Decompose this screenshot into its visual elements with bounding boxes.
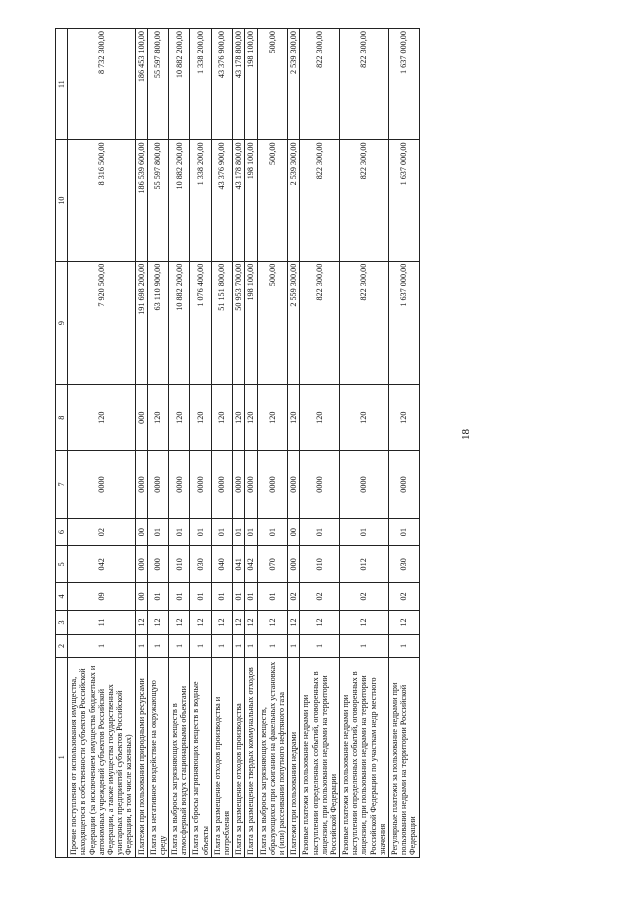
code-cell: 12 xyxy=(288,610,300,635)
code-cell: 030 xyxy=(190,546,211,583)
code-cell: 01 xyxy=(147,519,168,546)
amount-cell: 198 100,00 xyxy=(245,29,257,140)
column-number-2: 2 xyxy=(56,635,68,657)
code-cell: 11 xyxy=(68,610,135,635)
revenue-name-cell: Плата за сбросы загрязняющих веществ в водные объекты xyxy=(190,657,211,857)
table-row xyxy=(211,29,232,858)
code-cell: 01 xyxy=(233,583,245,610)
code-cell: 0000 xyxy=(288,450,300,518)
amount-cell: 500,00 xyxy=(257,261,288,385)
code-cell: 0000 xyxy=(245,450,257,518)
code-cell: 000 xyxy=(135,385,147,451)
code-cell: 09 xyxy=(68,583,135,610)
table-row xyxy=(169,29,190,858)
amount-cell: 822 300,00 xyxy=(340,261,389,385)
amount-cell: 2 539 300,00 xyxy=(288,29,300,140)
amount-cell: 2 559 300,00 xyxy=(288,261,300,385)
code-cell: 042 xyxy=(68,546,135,583)
code-cell: 0000 xyxy=(190,450,211,518)
code-cell: 0000 xyxy=(169,450,190,518)
amount-cell: 1 637 000,00 xyxy=(389,140,420,261)
amount-cell: 10 882 200,00 xyxy=(169,29,190,140)
amount-cell: 8 316 500,00 xyxy=(68,140,135,261)
column-number-6: 6 xyxy=(56,519,68,546)
amount-cell: 1 076 400,00 xyxy=(190,261,211,385)
table-row xyxy=(300,29,340,858)
code-cell: 00 xyxy=(135,519,147,546)
column-number-5: 5 xyxy=(56,546,68,583)
code-cell: 0000 xyxy=(389,450,420,518)
revenue-name-cell: Прочие поступления от использования имущества, находящегося в собственности субъектов Российской Федерации (за исключением имущества бюджетных и автономных учреждений субъектов Российской Федерации, а также имущества государственных унитарных предприятий субъектов Российской Федерации, в том числе казенных) xyxy=(68,657,135,857)
table-row xyxy=(190,29,211,858)
code-cell: 01 xyxy=(233,519,245,546)
column-number-10: 10 xyxy=(56,140,68,261)
code-cell: 1 xyxy=(169,635,190,657)
code-cell: 01 xyxy=(257,583,288,610)
code-cell: 00 xyxy=(288,519,300,546)
code-cell: 12 xyxy=(169,610,190,635)
code-cell: 12 xyxy=(211,610,232,635)
code-cell: 120 xyxy=(288,385,300,451)
revenue-name-cell: Плата за негативное воздействие на окружающую среду xyxy=(147,657,168,857)
revenue-name-cell: Плата за размещение твердых коммунальных отходов xyxy=(245,657,257,857)
column-number-7: 7 xyxy=(56,450,68,518)
code-cell: 010 xyxy=(300,546,340,583)
code-cell: 1 xyxy=(147,635,168,657)
code-cell: 01 xyxy=(169,519,190,546)
page-number: 18 xyxy=(460,429,472,440)
code-cell: 042 xyxy=(245,546,257,583)
code-cell: 1 xyxy=(340,635,389,657)
code-cell: 01 xyxy=(190,519,211,546)
code-cell: 0000 xyxy=(68,450,135,518)
code-cell: 01 xyxy=(340,519,389,546)
code-cell: 120 xyxy=(245,385,257,451)
revenue-name-cell: Плата за размещение отходов производства и потребления xyxy=(211,657,232,857)
code-cell: 01 xyxy=(245,583,257,610)
amount-cell: 500,00 xyxy=(257,29,288,140)
code-cell: 12 xyxy=(245,610,257,635)
revenue-name-cell: Плата за выбросы загрязняющих веществ в атмосферный воздух стационарными объектами xyxy=(169,657,190,857)
amount-cell: 822 300,00 xyxy=(300,261,340,385)
code-cell: 120 xyxy=(300,385,340,451)
amount-cell: 43 376 900,00 xyxy=(211,29,232,140)
code-cell: 1 xyxy=(211,635,232,657)
code-cell: 0000 xyxy=(135,450,147,518)
code-cell: 01 xyxy=(169,583,190,610)
amount-cell: 63 110 900,00 xyxy=(147,261,168,385)
code-cell: 1 xyxy=(245,635,257,657)
amount-cell: 43 376 900,00 xyxy=(211,140,232,261)
code-cell: 120 xyxy=(68,385,135,451)
code-cell: 1 xyxy=(68,635,135,657)
table-row xyxy=(389,29,420,858)
code-cell: 12 xyxy=(389,610,420,635)
code-cell: 01 xyxy=(147,583,168,610)
code-cell: 120 xyxy=(169,385,190,451)
table-row xyxy=(257,29,288,858)
code-cell: 0000 xyxy=(211,450,232,518)
code-cell: 0000 xyxy=(300,450,340,518)
column-number-9: 9 xyxy=(56,261,68,385)
code-cell: 01 xyxy=(389,519,420,546)
table-row xyxy=(68,29,135,858)
amount-cell: 8 732 300,00 xyxy=(68,29,135,140)
column-number-11: 11 xyxy=(56,29,68,140)
amount-cell: 822 300,00 xyxy=(300,29,340,140)
amount-cell: 822 300,00 xyxy=(340,140,389,261)
code-cell: 1 xyxy=(190,635,211,657)
column-number-8: 8 xyxy=(56,385,68,451)
code-cell: 040 xyxy=(211,546,232,583)
revenue-name-cell: Платежи при пользовании недрами xyxy=(288,657,300,857)
amount-cell: 51 151 800,00 xyxy=(211,261,232,385)
code-cell: 12 xyxy=(340,610,389,635)
code-cell: 1 xyxy=(257,635,288,657)
code-cell: 1 xyxy=(233,635,245,657)
amount-cell: 822 300,00 xyxy=(300,140,340,261)
code-cell: 041 xyxy=(233,546,245,583)
amount-cell: 1 338 200,00 xyxy=(190,29,211,140)
amount-cell: 1 637 000,00 xyxy=(389,29,420,140)
code-cell: 1 xyxy=(389,635,420,657)
amount-cell: 43 178 800,00 xyxy=(233,29,245,140)
code-cell: 02 xyxy=(288,583,300,610)
table-row xyxy=(135,29,147,858)
code-cell: 12 xyxy=(257,610,288,635)
code-cell: 12 xyxy=(135,610,147,635)
code-cell: 02 xyxy=(340,583,389,610)
amount-cell: 55 597 800,00 xyxy=(147,29,168,140)
code-cell: 120 xyxy=(257,385,288,451)
code-cell: 0000 xyxy=(257,450,288,518)
revenue-name-cell: Плата за размещение отходов производства xyxy=(233,657,245,857)
table-row xyxy=(288,29,300,858)
amount-cell: 198 100,00 xyxy=(245,261,257,385)
revenue-name-cell: Плата за выбросы загрязняющих веществ, образующихся при сжигании на факельных установках и (или) рассеивании попутного нефтяного газа xyxy=(257,657,288,857)
code-cell: 1 xyxy=(288,635,300,657)
column-number-1: 1 xyxy=(56,657,68,857)
code-cell: 0000 xyxy=(340,450,389,518)
amount-cell: 1 637 000,00 xyxy=(389,261,420,385)
table-body xyxy=(68,29,419,858)
code-cell: 000 xyxy=(147,546,168,583)
code-cell: 012 xyxy=(340,546,389,583)
code-cell: 120 xyxy=(340,385,389,451)
code-cell: 1 xyxy=(300,635,340,657)
code-cell: 0000 xyxy=(147,450,168,518)
column-number-header-row xyxy=(56,29,68,858)
table-row xyxy=(245,29,257,858)
code-cell: 01 xyxy=(211,519,232,546)
code-cell: 02 xyxy=(389,583,420,610)
code-cell: 120 xyxy=(211,385,232,451)
amount-cell: 1 338 200,00 xyxy=(190,140,211,261)
code-cell: 01 xyxy=(190,583,211,610)
code-cell: 12 xyxy=(190,610,211,635)
amount-cell: 191 698 200,00 xyxy=(135,261,147,385)
code-cell: 12 xyxy=(233,610,245,635)
code-cell: 010 xyxy=(169,546,190,583)
budget-revenue-table xyxy=(55,28,420,858)
amount-cell: 55 597 800,00 xyxy=(147,140,168,261)
code-cell: 120 xyxy=(233,385,245,451)
amount-cell: 198 100,00 xyxy=(245,140,257,261)
code-cell: 00 xyxy=(135,583,147,610)
code-cell: 02 xyxy=(300,583,340,610)
code-cell: 120 xyxy=(389,385,420,451)
code-cell: 12 xyxy=(300,610,340,635)
code-cell: 000 xyxy=(288,546,300,583)
amount-cell: 500,00 xyxy=(257,140,288,261)
revenue-name-cell: Платежи при пользовании природными ресурсами xyxy=(135,657,147,857)
code-cell: 01 xyxy=(257,519,288,546)
amount-cell: 186 453 100,00 xyxy=(135,29,147,140)
column-number-3: 3 xyxy=(56,610,68,635)
amount-cell: 186 539 600,00 xyxy=(135,140,147,261)
amount-cell: 822 300,00 xyxy=(340,29,389,140)
table-row xyxy=(147,29,168,858)
revenue-name-cell: Регулярные платежи за пользование недрами при пользовании недрами на территории Российской Федерации xyxy=(389,657,420,857)
code-cell: 01 xyxy=(245,519,257,546)
table-row xyxy=(233,29,245,858)
code-cell: 01 xyxy=(211,583,232,610)
amount-cell: 10 882 200,00 xyxy=(169,140,190,261)
code-cell: 01 xyxy=(300,519,340,546)
amount-cell: 43 178 800,00 xyxy=(233,140,245,261)
amount-cell: 2 539 300,00 xyxy=(288,140,300,261)
code-cell: 02 xyxy=(68,519,135,546)
amount-cell: 10 882 200,00 xyxy=(169,261,190,385)
code-cell: 1 xyxy=(135,635,147,657)
code-cell: 12 xyxy=(147,610,168,635)
budget-table-container xyxy=(55,28,420,858)
code-cell: 120 xyxy=(147,385,168,451)
revenue-name-cell: Разовые платежи за пользование недрами при наступлении определенных событий, оговоренных в лицензии, при пользовании недрами на территории Российской Федерации xyxy=(300,657,340,857)
amount-cell: 7 920 500,00 xyxy=(68,261,135,385)
code-cell: 0000 xyxy=(233,450,245,518)
column-number-4: 4 xyxy=(56,583,68,610)
code-cell: 070 xyxy=(257,546,288,583)
code-cell: 030 xyxy=(389,546,420,583)
table-row xyxy=(340,29,389,858)
code-cell: 120 xyxy=(190,385,211,451)
amount-cell: 50 953 700,00 xyxy=(233,261,245,385)
code-cell: 000 xyxy=(135,546,147,583)
revenue-name-cell: Разовые платежи за пользование недрами при наступлении определенных событий, оговоренных в лицензии, при пользовании недрами на территории Российской Федерации по участкам недр местного значения xyxy=(340,657,389,857)
